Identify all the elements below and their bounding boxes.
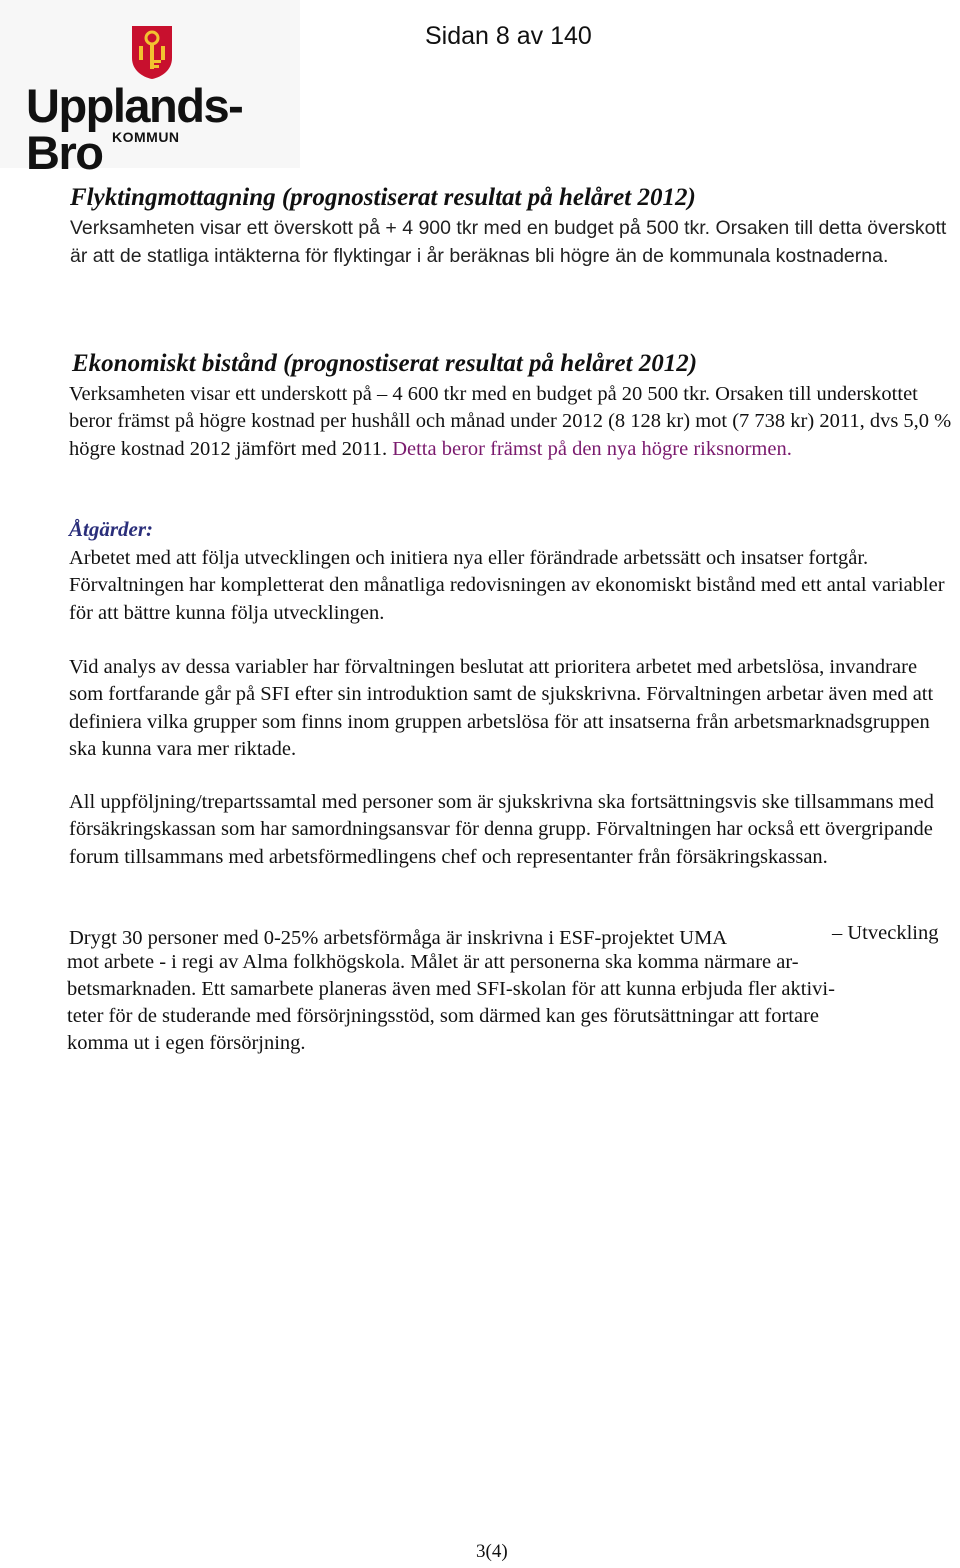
- page-footer-number: 3(4): [476, 1541, 508, 1562]
- atgarder-label: Åtgärder:: [69, 517, 153, 541]
- paragraph-atgarder-2: Vid analys av dessa variabler har förvaltningen beslutat att prioritera arbetet med arbetslösa, invandrare som fortfarande går på SFI efter sin introduktion samt de sjukskrivna. Förvaltningen arbetar även med att definiera vilka grupper som finns inom gruppen arbetslösa för att insatserna från arbetsmarknadsgruppen ska kunna vara mer riktade.: [69, 656, 934, 761]
- section-heading-flyktingmottagning: Flyktingmottagning (prognostiserat resultat på helåret 2012): [70, 184, 696, 211]
- paragraph-atgarder-3: All uppföljning/trepartssamtal med personer som är sjukskrivna ska fortsättningsvis ske tillsammans med försäkringskassan som har samordningsansvar för denna grupp. Förvaltningen har också ett övergripande forum tillsammans med arbetsförmedlingens chef och representanter från försäkringskassan.: [69, 791, 934, 868]
- paragraph-line: betsmarknaden. Ett samarbete planeras även med SFI-skolan för att kunna erbjuda fler aktivi-: [67, 978, 835, 1000]
- paragraph-line: komma ut i egen försörjning.: [67, 1032, 306, 1054]
- paragraph-flyktingmottagning: Verksamheten visar ett överskott på + 4 900 tkr med en budget på 500 tkr. Orsaken till detta överskott är att de statliga intäkterna för flyktingar i år beräknas bli högre än de kommunala kostnaderna.: [70, 217, 947, 267]
- paragraph-line: Drygt 30 personer med 0-25% arbetsförmåga är inskrivna i ESF-projektet UMA: [69, 927, 728, 949]
- riksnorm-highlight: Detta beror främst på den nya högre riksnormen.: [392, 437, 792, 460]
- logo-wordmark: Upplands-Bro: [26, 79, 243, 179]
- ekonomiskt-bistand-text: Verksamheten visar ett underskott på – 4 600 tkr med en budget på 20 500 tkr. Orsaken till underskottet beror främst på högre kostnad per hushåll och månad under 2012 (8 128 kr) mot (7 738 kr) 2011, dvs 5,0 % högre kostnad 2012 jämfört med 2011.: [69, 383, 952, 460]
- paragraph-line: mot arbete - i regi av Alma folkhögskola. Målet är att personerna ska komma närmare ar-: [67, 951, 799, 973]
- paragraph-line: teter för de studerande med försörjningsstöd, som därmed kan ges förutsättningar att fortare: [67, 1005, 820, 1027]
- page-counter: Sidan 8 av 140: [425, 22, 592, 50]
- logo-subtitle: KOMMUN: [112, 129, 180, 145]
- paragraph-line: – Utveckling: [832, 922, 939, 944]
- paragraph-atgarder-1: Arbetet med att följa utvecklingen och initiera nya eller förändrade arbetssätt och insatser fortgår. Förvaltningen har kompletterat den månatliga redovisningen av ekonomiskt bistånd med ett antal variabler för att bättre kunna följa utvecklingen.: [69, 547, 945, 624]
- section-heading-ekonomiskt-bistand: Ekonomiskt bistånd (prognostiserat resultat på helåret 2012): [72, 350, 698, 377]
